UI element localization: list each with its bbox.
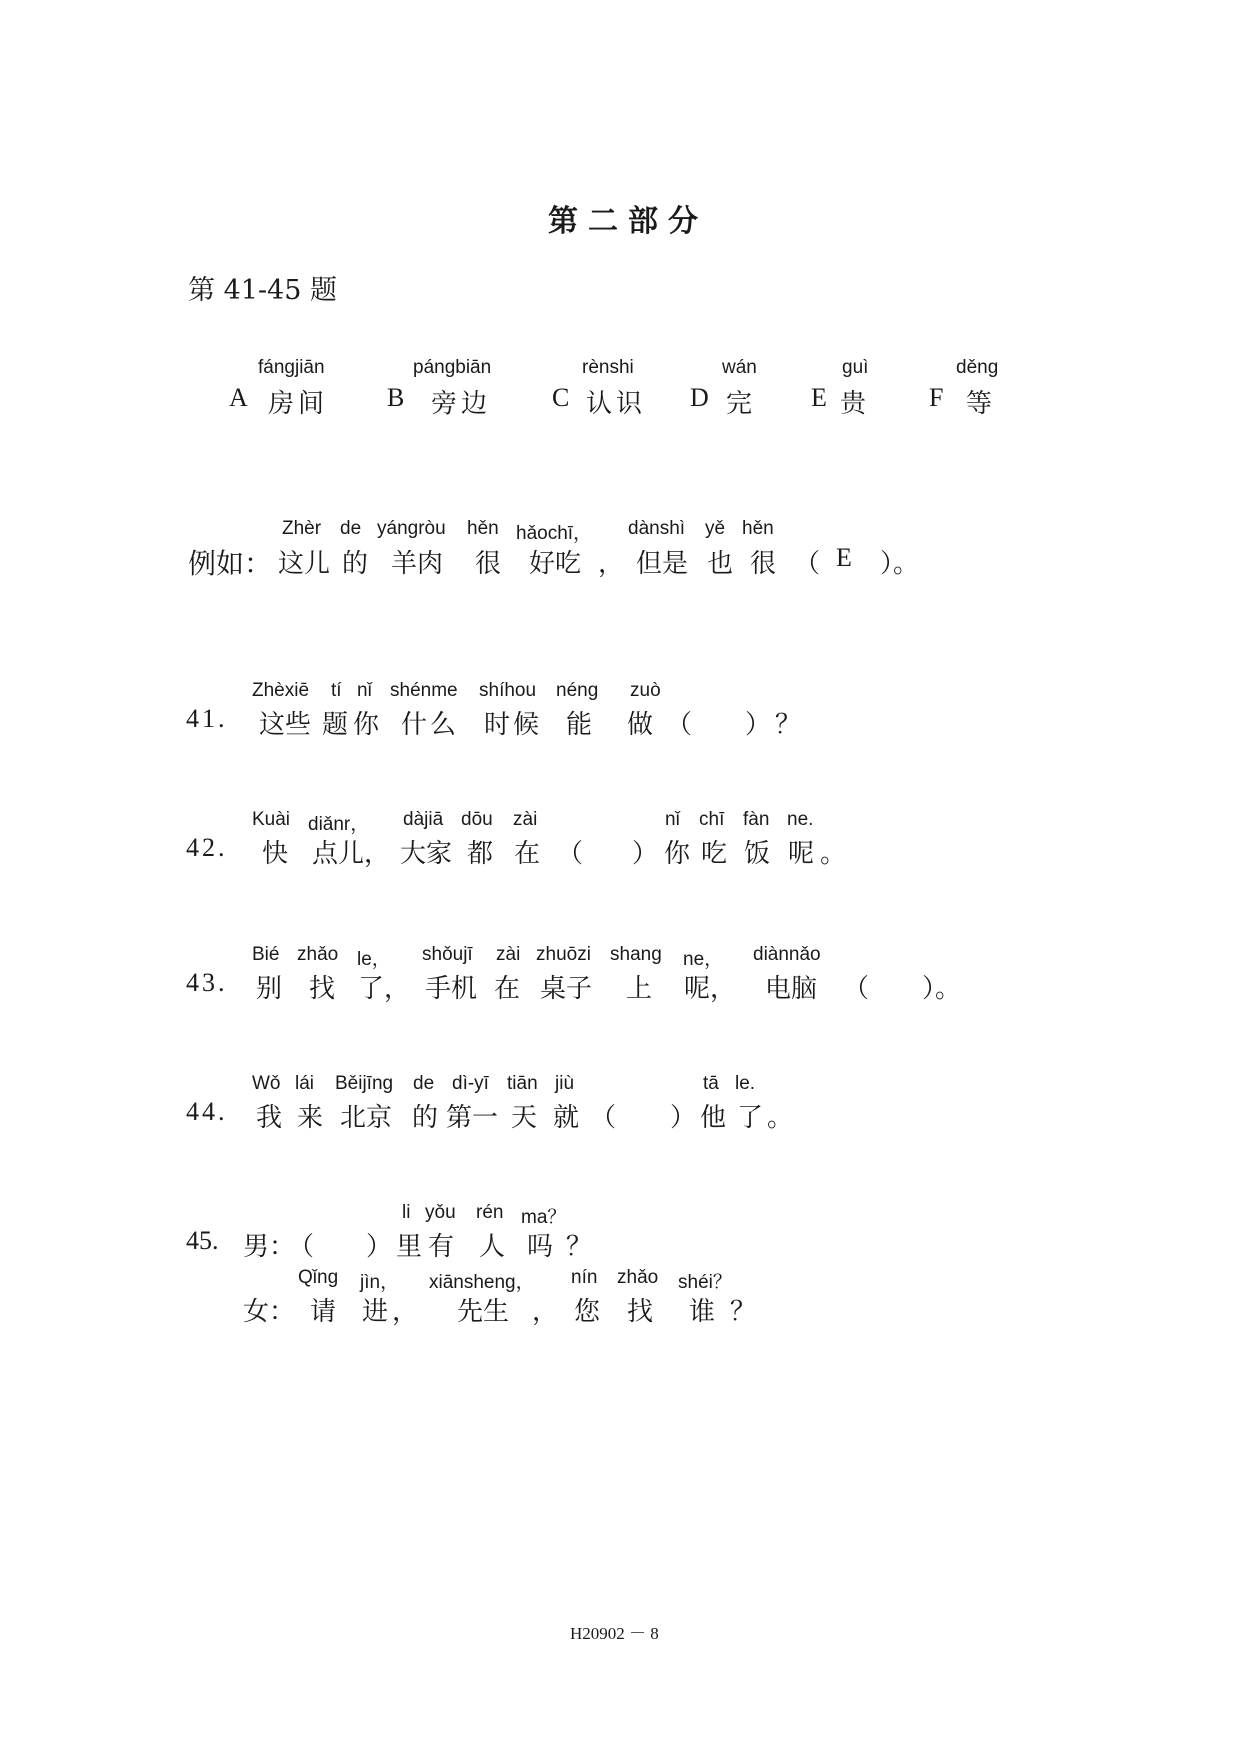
hanzi-word: 找 [309, 974, 336, 1004]
hanzi-word: ？ [566, 1232, 593, 1262]
pinyin-word: nǐ [357, 680, 372, 701]
pinyin-word: diǎnr， [308, 814, 370, 835]
pinyin-word: Zhèr [282, 518, 322, 539]
hanzi-word: 这儿 [278, 549, 331, 579]
pinyin-word: jiù [555, 1073, 575, 1094]
pinyin-word: hěn [467, 518, 499, 539]
answer-blank-open: （ [557, 839, 584, 869]
hanzi-word: 里 [396, 1232, 423, 1262]
hanzi-word: ， [598, 549, 625, 579]
pinyin-word: dōu [461, 809, 493, 830]
pinyin-word: nín [571, 1267, 598, 1288]
hanzi-word: 的 [412, 1103, 439, 1133]
option-d-letter: D [690, 383, 709, 412]
hanzi-word: 有 [428, 1232, 455, 1262]
answer-blank-close: ） [632, 839, 659, 869]
pinyin-word: shang [610, 944, 662, 965]
example-label: 例如： [188, 547, 273, 580]
hanzi-word: 做 [627, 710, 654, 740]
pinyin-word: rén [476, 1202, 504, 1223]
pinyin-word: dànshì [628, 518, 686, 539]
pinyin-word: tí [331, 680, 342, 701]
pinyin-word: ne. [787, 809, 814, 830]
hanzi-word: 也 [707, 549, 734, 579]
pinyin-word: zhǎo [617, 1267, 659, 1288]
hanzi-word: 在 [494, 974, 521, 1004]
pinyin-word: jìn， [360, 1272, 400, 1293]
option-e-pinyin: guì [842, 357, 869, 378]
hanzi-word: ）。 [880, 549, 920, 579]
answer-blank-open: （ [288, 1232, 315, 1262]
option-e-letter: E [811, 383, 827, 412]
hanzi-word: 了 [737, 1103, 764, 1133]
pinyin-word: shíhou [479, 680, 537, 701]
answer-blank-open: （ [666, 710, 693, 740]
answer-blank-open: （ [590, 1103, 617, 1133]
pinyin-word: yángròu [377, 518, 446, 539]
hanzi-word: ， [392, 1297, 419, 1327]
option-a-letter: A [229, 383, 248, 412]
pinyin-word: le. [735, 1073, 756, 1094]
answer-blank-open: （ [843, 974, 870, 1004]
hanzi-word: 桌子 [540, 974, 593, 1004]
hanzi-word: 进 [362, 1297, 389, 1327]
hanzi-word: 很 [750, 549, 777, 579]
hanzi-word: 好吃 [529, 549, 582, 579]
option-b-pinyin: pángbiān [413, 357, 492, 378]
pinyin-word: Bié [252, 944, 280, 965]
hanzi-word: 。 [820, 839, 847, 869]
option-d-hanzi: 完 [726, 389, 753, 419]
question-number: 41. [186, 704, 228, 733]
pinyin-word: li [402, 1202, 411, 1223]
pinyin-word: ne， [683, 949, 724, 970]
option-c-pinyin: rènshi [582, 357, 634, 378]
hanzi-word: 能 [566, 710, 593, 740]
answer-blank-close: ） [670, 1103, 697, 1133]
hanzi-word: 先生 [457, 1297, 510, 1327]
hanzi-word: 找 [627, 1297, 654, 1327]
pinyin-word: Zhèxiē [252, 680, 310, 701]
hanzi-word: 呢， [684, 974, 737, 1004]
option-e-hanzi: 贵 [840, 389, 867, 419]
pinyin-word: de [413, 1073, 435, 1094]
pinyin-word: le， [357, 949, 391, 970]
hanzi-word: 了， [358, 974, 411, 1004]
hanzi-word: 呢 [788, 839, 815, 869]
question-number: 45. [186, 1226, 219, 1255]
hanzi-word: 谁 [689, 1297, 716, 1327]
answer-blank-close: ）。 [922, 974, 962, 1004]
pinyin-word: chī [699, 809, 725, 830]
hanzi-word: 吗 [527, 1232, 554, 1262]
pinyin-word: xiānsheng， [429, 1272, 535, 1293]
option-c-letter: C [552, 383, 570, 412]
pinyin-word: diànnǎo [753, 944, 821, 965]
answer-blank-close: ）？ [745, 710, 806, 740]
option-b-hanzi: 旁边 [431, 389, 492, 419]
hanzi-word: 人 [479, 1232, 506, 1262]
pinyin-word: de [340, 518, 362, 539]
hanzi-word: 的 [342, 549, 369, 579]
hanzi-word: 题 [322, 710, 349, 740]
pinyin-word: fàn [743, 809, 770, 830]
question-number: 44. [186, 1097, 228, 1126]
pinyin-word: zài [513, 809, 538, 830]
pinyin-word: zhǎo [297, 944, 339, 965]
pinyin-word: yě [705, 518, 726, 539]
option-c-hanzi: 认识 [586, 389, 647, 419]
pinyin-word: shéi？ [678, 1272, 732, 1293]
hanzi-word: 你 [664, 839, 691, 869]
hanzi-word: 时候 [484, 710, 543, 740]
hanzi-word: ？ [730, 1297, 757, 1327]
hanzi-word: 我 [256, 1103, 283, 1133]
question-number: 42. [186, 833, 228, 862]
option-f-hanzi: 等 [966, 389, 993, 419]
hanzi-word: 你 [353, 710, 380, 740]
hanzi-word: 就 [553, 1103, 580, 1133]
pinyin-word: shǒujī [422, 944, 473, 965]
hanzi-word: 别 [256, 974, 283, 1004]
pinyin-word: tā [703, 1073, 719, 1094]
hanzi-word: 但是 [636, 549, 689, 579]
hanzi-word: 手机 [425, 974, 478, 1004]
hanzi-word: 您 [574, 1297, 601, 1327]
hanzi-word: 电脑 [765, 974, 818, 1004]
page-title: 第二部分 [548, 204, 708, 239]
pinyin-word: hǎochī， [516, 523, 593, 544]
pinyin-word: ma？ [521, 1207, 567, 1228]
option-a-pinyin: fángjiān [258, 357, 325, 378]
hanzi-word: 天 [511, 1103, 538, 1133]
pinyin-word: Wǒ [252, 1073, 281, 1094]
example-answer: E [836, 543, 852, 572]
hanzi-word: 大家 [400, 839, 453, 869]
hanzi-word: 快 [262, 839, 289, 869]
speaker-woman: 女： [243, 1297, 296, 1327]
question-number: 43. [186, 968, 228, 997]
hanzi-word: 这些 [259, 710, 312, 740]
hanzi-word: 请 [310, 1297, 337, 1327]
option-f-letter: F [929, 383, 944, 412]
option-b-letter: B [387, 383, 405, 412]
pinyin-word: dàjiā [403, 809, 444, 830]
pinyin-word: zuò [630, 680, 661, 701]
pinyin-word: nǐ [665, 809, 680, 830]
option-d-pinyin: wán [722, 357, 757, 378]
hanzi-word: ， [532, 1297, 559, 1327]
pinyin-word: shénme [390, 680, 458, 701]
pinyin-word: Qǐng [298, 1267, 339, 1288]
hanzi-word: 很 [475, 549, 502, 579]
hanzi-word: 上 [626, 974, 653, 1004]
page-footer: H20902 － 8 [570, 1624, 659, 1643]
hanzi-word: 第一 [446, 1103, 499, 1133]
pinyin-word: dì-yī [452, 1073, 489, 1094]
answer-blank-close: ） [366, 1232, 393, 1262]
hanzi-word: 北京 [340, 1103, 393, 1133]
hanzi-word: 什么 [401, 710, 460, 740]
pinyin-word: lái [295, 1073, 315, 1094]
pinyin-word: tiān [507, 1073, 538, 1094]
pinyin-word: Kuài [252, 809, 291, 830]
hanzi-word: 羊肉 [391, 549, 444, 579]
hanzi-word: 在 [514, 839, 541, 869]
hanzi-word: 点儿， [312, 839, 391, 869]
option-a-hanzi: 房间 [268, 389, 329, 419]
hanzi-word: 都 [467, 839, 494, 869]
hanzi-word: 他 [700, 1103, 727, 1133]
option-f-pinyin: děng [956, 357, 999, 378]
hanzi-word: 。 [767, 1103, 794, 1133]
hanzi-word: 饭 [744, 839, 771, 869]
hanzi-word: 来 [297, 1103, 324, 1133]
pinyin-word: Běijīng [335, 1073, 394, 1094]
section-label: 第 41-45 题 [188, 275, 338, 306]
speaker-man: 男： [243, 1232, 296, 1262]
pinyin-word: zài [496, 944, 521, 965]
pinyin-word: néng [556, 680, 599, 701]
pinyin-word: hěn [742, 518, 774, 539]
hanzi-word: （ [794, 549, 821, 579]
hanzi-word: 吃 [701, 839, 728, 869]
pinyin-word: zhuōzi [536, 944, 591, 965]
pinyin-word: yǒu [425, 1202, 456, 1223]
